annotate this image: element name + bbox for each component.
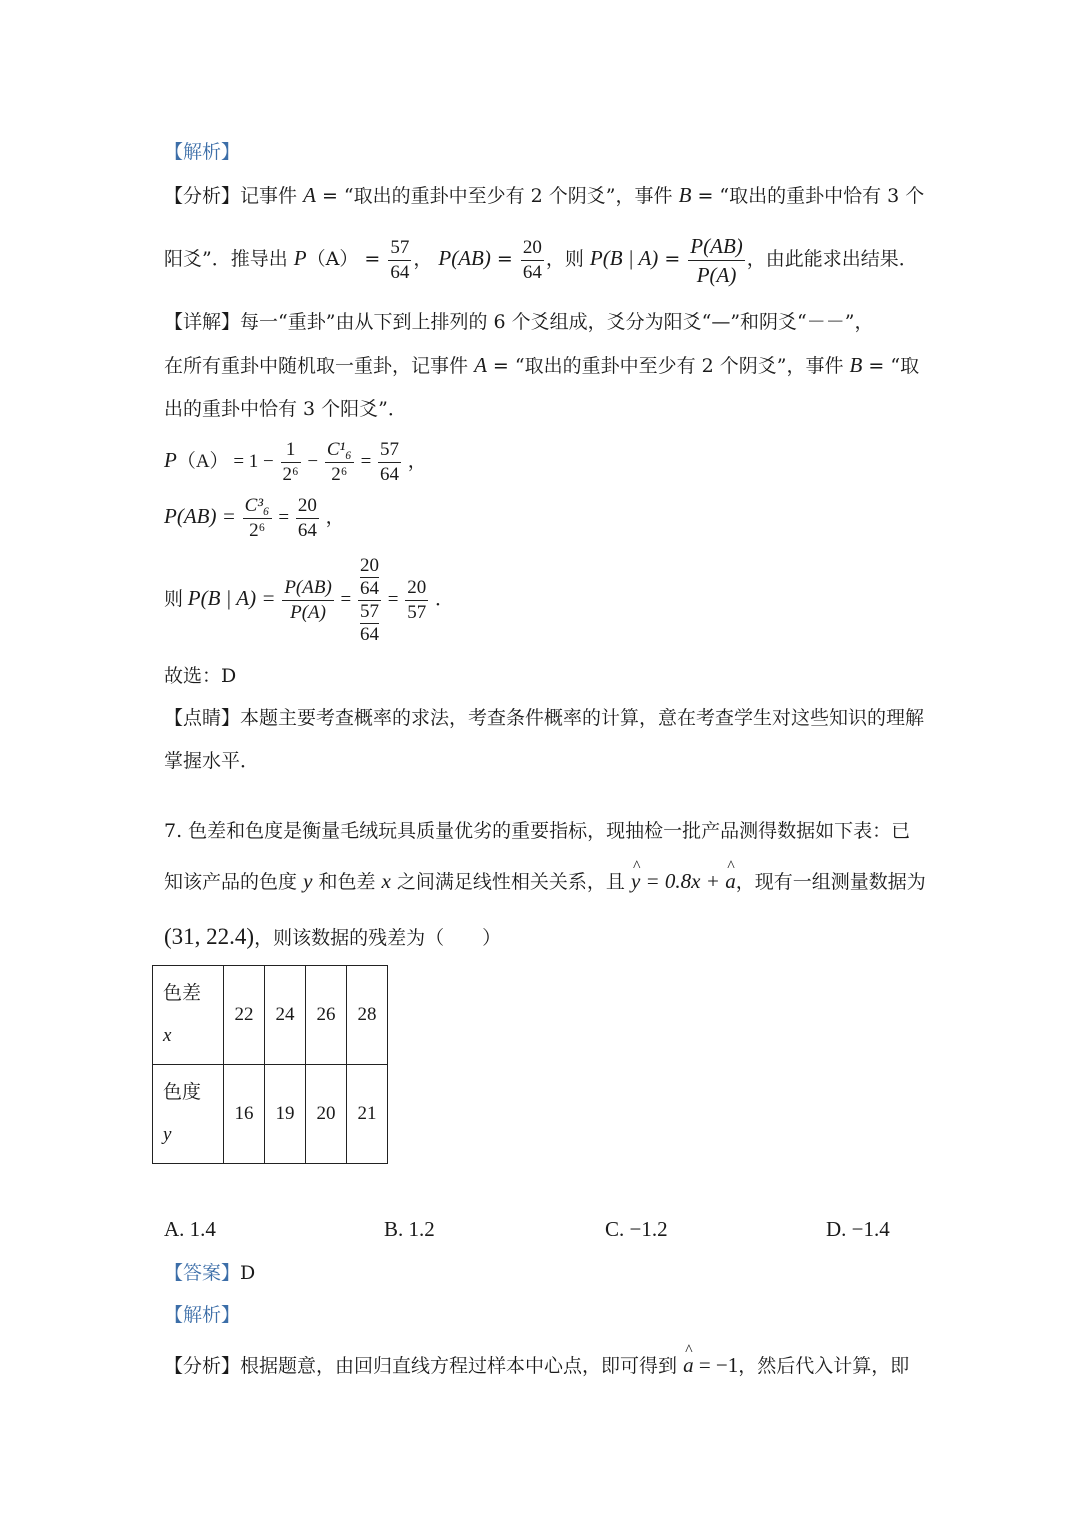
detail-line-3: 出的重卦中恰有 3 个阳爻”． [164,398,407,420]
answer-label: 【答案】 [164,1262,241,1284]
question-7-line-1: 7. 色差和色度是衡量毛绒玩具质量优劣的重要指标，现抽检一批产品测得数据如下表：已 [164,820,911,842]
detail-label: 【详解】 [164,311,241,333]
analysis-heading: 【解析】 [164,141,241,163]
table-cell: 21 [347,1065,388,1164]
analysis-heading-2: 【解析】 [164,1304,241,1326]
analysis-2-line-1: 【分析】根据题意，由回归直线方程过样本中心点，即可得到 ^ a = −1，然后代入计算，即 [164,1350,909,1381]
equation-pab: P(AB) = $\frac{\text{C³₆}}{\text{2⁶}}$ = $\frac{20}{64}$ ， [164,495,345,542]
option-b[interactable]: B. 1.2 [384,1217,435,1241]
detail-line-2: 在所有重卦中随机取一重卦，记事件 A = “取出的重卦中至少有 2 个阴爻”，事件 B = “取 [164,353,920,377]
fenxi-label: 【分析】 [164,185,241,207]
compound-fraction: 20 64 57 64 [360,555,380,646]
table-cell: 19 [265,1065,306,1164]
equation-pba: 则 P(B | A) = $\frac{P(AB)}{P(A)}$ = 20 64 57 64 = $\frac{20}{57}$ ． [164,555,454,646]
fraction-57-64: $\frac{57}{64}$ [390,236,410,283]
table-row-color-difference [153,966,388,1065]
detail-line-1: 【详解】每一“重卦”由从下到上排列的 6 个爻组成，爻分为阳爻“—”和阴爻“－－”， [164,311,874,333]
regression-equation: ^ y = 0.8x + ^ a [631,869,736,893]
comment-line-1: 【点睛】本题主要考查概率的求法，考查条件概率的计算，意在考查学生对这些知识的理解 [164,707,925,729]
table-cell: 26 [306,966,347,1065]
table-cell: 16 [224,1065,265,1164]
fraction-20-64: $\frac{20}{64}$ [522,236,542,283]
fraction-conditional: $\frac{P(AB)}{P(A)}$ [690,233,743,287]
comment-label: 【点睛】 [164,707,241,729]
measurement-point: (31, 22.4) [164,924,255,949]
option-a[interactable]: A. 1.4 [164,1217,216,1241]
table-row-label: 色度 y [153,1065,224,1164]
analysis-line-1: 【分析】记事件 A = “取出的重卦中至少有 2 个阴爻”，事件 B = “取出的重卦中恰有 3 个 [164,183,925,207]
answer-line [164,1258,255,1288]
table-row-chroma [153,1065,388,1164]
data-table [152,965,388,1164]
equation-pa: P（A） = 1 − $\frac{1}{\text{2⁶}}$ − $\frac{\text{C¹₆}}{\text{2⁶}}$ = $\frac{57}{64}$ ， [164,439,427,486]
table-cell: 20 [306,1065,347,1164]
answer-value: D [240,1262,256,1284]
table-cell: 28 [347,966,388,1065]
question-7-line-3: (31, 22.4)，则该数据的残差为（ ） [164,924,502,949]
question-7-line-2: 知该产品的色度 y 和色差 x 之间满足线性相关关系，且 ^ y = 0.8x + ^ a，现有一组测量数据为 [164,866,926,897]
comment-line-2: 掌握水平． [164,750,260,772]
choice-conclusion: 故选：D [164,665,237,687]
table-row-label: 色差 x [153,966,224,1065]
table-cell: 24 [265,966,306,1065]
option-d[interactable]: D. −1.4 [826,1217,890,1241]
analysis-line-2: 阳爻”．推导出 P（A） = $\frac{57}{64}$ ， P(AB) = $\frac{20}{64}$ ，则 P(B | A) = $\frac{P(AB)}{P(A)}$ ，由此能求出结果． [164,233,918,287]
table-cell: 22 [224,966,265,1065]
option-c[interactable]: C. −1.2 [605,1217,668,1241]
